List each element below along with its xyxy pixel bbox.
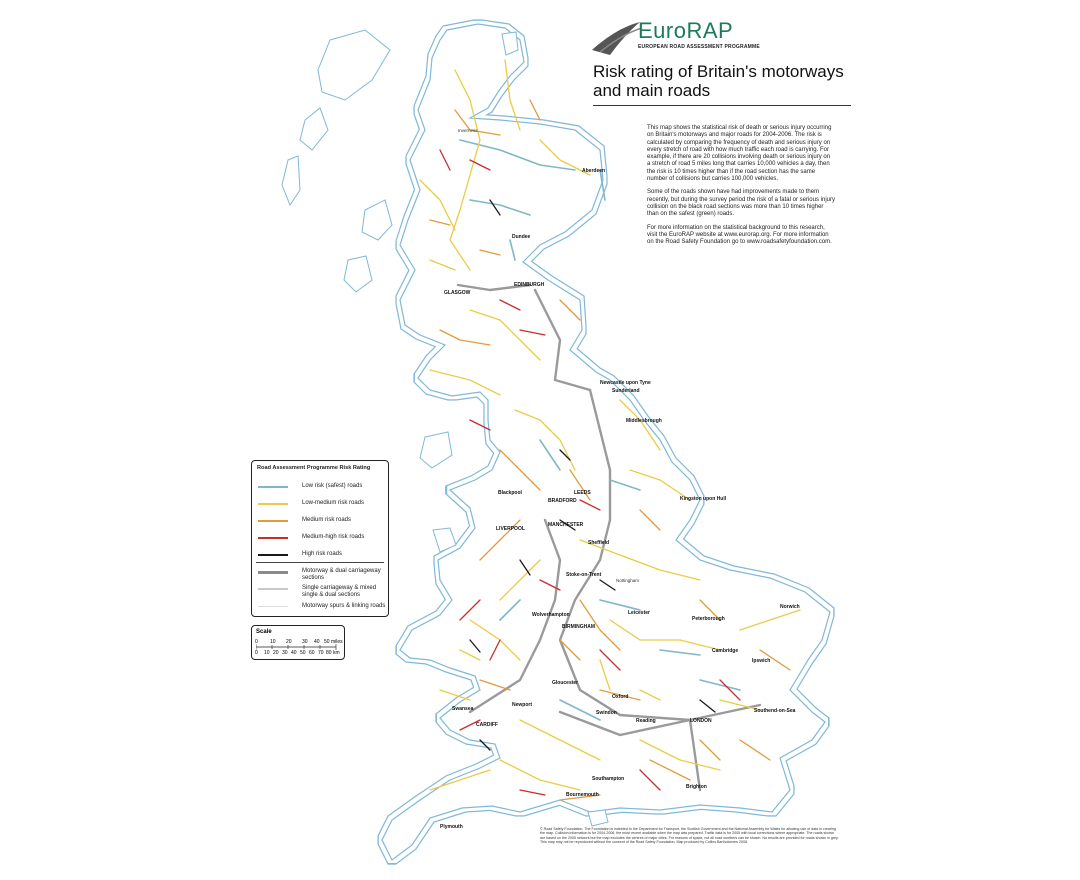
copyright-footer: © Road Safety Foundation. The Foundation is indebted to the Department for Transport, the Scottish Government and the National Assembly for Wales for allowing use of data in creating the map. Collision information is for 2004-2006, the most recent available when the map was prepared. Traffic data is for 2005 with local corrections where appropriate. The roads shown are based on the 2005 network but the map excludes the centres of major cities. For reasons of space, not all road numbers can be shown. No results are provided for roads shown in grey. This map may not be reproduced without the consent of the Road Safety Foundation. Map produced by Collins Bartholomew 2008.	[540, 827, 839, 844]
intro-paragraph: For more information on the statistical background to this research, visit the EuroRAP website at www.eurorap.org. For more information on the Road Safety Foundation go to www.roadsafetyfoundation.com.	[647, 224, 832, 246]
intro-paragraph: This map shows the statistical risk of death or serious injury occurring on Britain's motorways and major roads for 2004-2006. The risk is calculated by comparing the frequency of death and serious injury on every stretch of road with how much traffic each road is carrying. For example, if there are 20 collisions involving death or serious injury on a stretch of road 5 miles long that carries 10,000 vehicles a day, then the risk is 10 times higher than if the road section has the same number of collisions but carries 100,000 vehicles.	[647, 125, 832, 183]
place-label: MANCHESTER	[548, 522, 584, 528]
place-label: Cambridge	[712, 648, 739, 654]
scale-tick-label: 0	[255, 650, 258, 656]
legend-swatch	[258, 554, 288, 556]
place-label: Aberdeen	[582, 168, 606, 174]
legend-label: High risk roads	[302, 551, 343, 557]
place-label: Wolverhampton	[532, 612, 570, 618]
place-label: Southend-on-Sea	[754, 708, 796, 714]
place-label: GLASGOW	[444, 290, 471, 296]
legend-label: Motorway spurs & linking roads	[302, 603, 386, 609]
place-label: EDINBURGH	[514, 282, 545, 288]
place-label: Newport	[512, 702, 532, 708]
place-label: Nottingham	[616, 578, 640, 583]
scale-tick-label: 40	[291, 650, 297, 656]
place-label: Sunderland	[612, 388, 640, 394]
place-label: Middlesbrough	[626, 418, 662, 424]
place-label: Gloucester	[552, 680, 579, 686]
legend-divider	[256, 562, 384, 563]
legend-label: Low risk (safest) roads	[302, 483, 363, 489]
legend-swatch	[258, 486, 288, 488]
place-label: Oxford	[612, 694, 629, 700]
legend-swatch	[258, 503, 288, 505]
legend-swatch	[258, 537, 288, 539]
place-label: Plymouth	[440, 824, 463, 830]
legend-label: Medium-high risk roads	[302, 534, 365, 540]
place-label: LEEDS	[574, 490, 591, 496]
scale-tick-label: 20	[286, 639, 292, 645]
legend-label: Medium risk roads	[302, 517, 352, 523]
scale-bar	[251, 625, 345, 660]
legend-swatch	[258, 571, 288, 574]
place-label: Newcastle upon Tyne	[600, 380, 651, 386]
place-label: Southampton	[592, 776, 625, 782]
legend-swatch	[258, 606, 288, 607]
place-label: Dundee	[512, 234, 531, 240]
place-label: Norwich	[780, 604, 800, 610]
brand-subtitle: EUROPEAN ROAD ASSESSMENT PROGRAMME	[638, 44, 760, 50]
place-label: Leicester	[628, 610, 650, 616]
intro-text	[647, 125, 835, 252]
place-label: Swansea	[452, 706, 474, 712]
legend-label: Single carriageway & mixed single & dual sections	[302, 585, 377, 598]
scale-title: Scale	[256, 629, 272, 635]
place-label: Stoke-on-Trent	[566, 572, 602, 578]
scale-tick-label: 20	[273, 650, 279, 656]
place-label: Kingston upon Hull	[680, 496, 727, 502]
scale-tick-label: 50	[300, 650, 306, 656]
place-label: Sheffield	[588, 540, 610, 546]
place-label: Bournemouth	[566, 792, 599, 798]
legend-label: Motorway & dual carriageway sections	[302, 568, 381, 581]
scale-tick-label: 40	[314, 639, 320, 645]
place-label: BIRMINGHAM	[562, 624, 596, 630]
scale-tick-label: 30	[302, 639, 308, 645]
scale-tick-label: 60	[309, 650, 315, 656]
brand-block	[592, 20, 842, 56]
legend-label: Low-medium risk roads	[302, 500, 365, 506]
intro-paragraph: Some of the roads shown have had improvements made to them recently, but during the survey period the risk of a fatal or serious injury collision on the black road sections was more than 10 times higher than on the safest (green) roads.	[647, 189, 835, 218]
risk-rating-legend	[251, 460, 389, 617]
place-label: Peterborough	[692, 616, 725, 622]
scale-tick-label: 10	[264, 650, 270, 656]
title-divider	[593, 105, 851, 106]
place-label: LONDON	[690, 718, 712, 724]
scale-tick-label: 70	[318, 650, 324, 656]
legend-title: Road Assessment Programme Risk Rating	[257, 465, 371, 471]
place-label: LIVERPOOL	[496, 526, 525, 532]
brand-name: EuroRAP	[638, 18, 734, 43]
place-label: Swindon	[596, 710, 617, 716]
place-label: Blackpool	[498, 490, 522, 496]
legend-swatch	[258, 520, 288, 522]
scale-tick-label: 50 miles	[324, 639, 343, 645]
scale-tick-label: 10	[270, 639, 276, 645]
place-label: Inverness	[458, 128, 478, 133]
place-label: BRADFORD	[548, 498, 577, 504]
place-label: CARDIFF	[476, 722, 498, 728]
scale-tick-label: 80 km	[326, 650, 340, 656]
map-title: Risk rating of Britain's motorways and main roads	[593, 62, 844, 100]
place-label: Ipswich	[752, 658, 771, 664]
legend-swatch	[258, 588, 288, 590]
place-label: Reading	[636, 718, 656, 724]
scale-tick-label: 0	[255, 639, 258, 645]
place-label: Brighton	[686, 784, 707, 790]
scale-tick-label: 30	[282, 650, 288, 656]
